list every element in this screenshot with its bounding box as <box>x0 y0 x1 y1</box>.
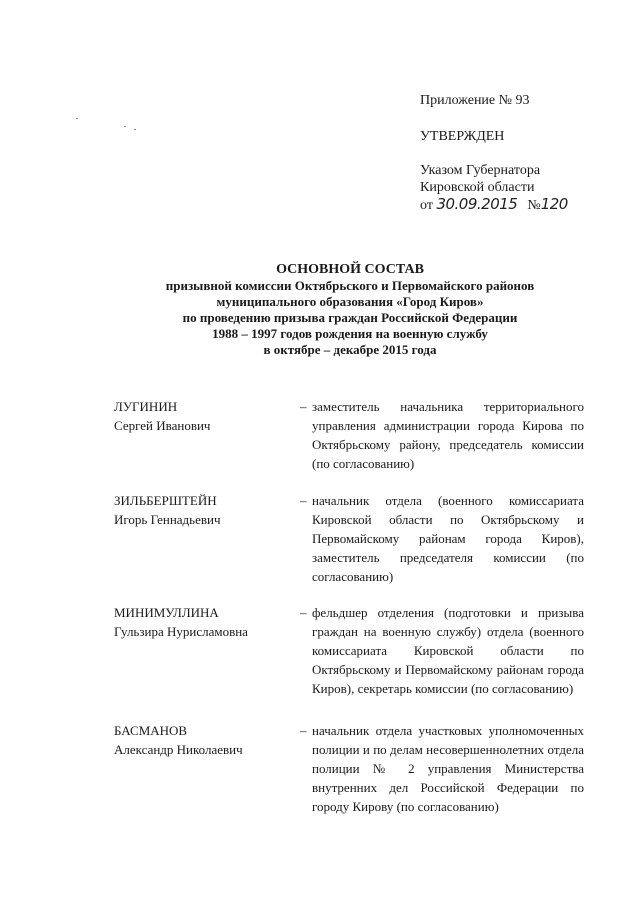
member-name <box>114 491 289 529</box>
date-prefix: от <box>420 198 433 213</box>
decree-number: 120 <box>540 195 568 213</box>
number-prefix: № <box>527 198 541 213</box>
scan-speck <box>134 129 136 130</box>
member-dash: – <box>300 399 307 414</box>
scan-speck <box>124 126 126 127</box>
member-name <box>114 603 289 641</box>
decree-line-2: Кировской области <box>420 180 535 195</box>
title-line-6: в октябре – декабре 2015 года <box>263 342 437 357</box>
member-surname: ЗИЛЬБЕРШТЕЙН <box>114 493 217 508</box>
member-surname: ЛУГИНИН <box>114 399 178 414</box>
title-main: ОСНОВНОЙ СОСТАВ <box>276 262 424 277</box>
member-name <box>114 397 289 435</box>
member-dash: – <box>300 493 307 508</box>
member-role: начальник отдела (военного комиссариата Кировской области по Октябрьскому и Первомайскому районам города Киров), заместитель председателя комиссии (по согласованию) <box>312 493 584 584</box>
scan-speck <box>76 118 78 119</box>
member-surname: БАСМАНОВ <box>114 723 188 738</box>
appendix-number: Приложение № 93 <box>420 93 530 108</box>
member-role: заместитель начальника территориального управления администрации города Кирова по Октябрьскому району, председатель комиссии (по согласованию) <box>312 399 584 471</box>
document-title <box>80 262 620 358</box>
member-given-names: Игорь Геннадьевич <box>114 512 221 527</box>
title-line-4: по проведению призыва граждан Российской Федерации <box>182 310 518 325</box>
decree-date: 30.09.2015 <box>436 195 518 213</box>
decree-line-1: Указом Губернатора <box>420 163 541 178</box>
decree-date-line <box>420 196 620 214</box>
title-line-3: муниципального образования «Город Киров» <box>216 294 484 309</box>
member-role: фельдшер отделения (подготовки и призыва граждан на военную службу) отдела (военного комиссариата Кировской области по Октябрьскому и Первомайскому районам города Киров), секретарь комиссии (по согласованию) <box>312 605 584 696</box>
approved-label: УТВЕРЖДЕН <box>420 129 505 144</box>
member-given-names: Сергей Иванович <box>114 418 211 433</box>
title-line-2: призывной комиссии Октябрьского и Первомайского районов <box>165 278 535 293</box>
member-given-names: Александр Николаевич <box>114 742 243 757</box>
member-name <box>114 721 289 759</box>
member-dash: – <box>300 605 307 620</box>
member-given-names: Гульзира Нурисламовна <box>114 624 248 639</box>
member-dash: – <box>300 723 307 738</box>
member-surname: МИНИМУЛЛИНА <box>114 605 219 620</box>
title-line-5: 1988 – 1997 годов рождения на военную службу <box>212 326 488 341</box>
decree-reference <box>420 162 620 214</box>
member-role: начальник отдела участковых уполномоченных полиции и по делам несовершеннолетних отдела полиции № 2 управления Министерства внутренних дел Российской Федерации по городу Кирову (по согласованию) <box>312 723 584 814</box>
